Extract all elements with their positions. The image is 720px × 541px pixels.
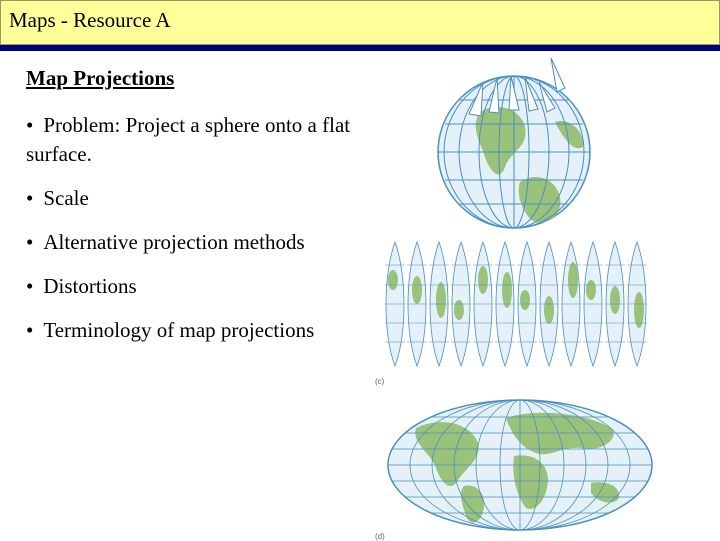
gore-segment: [561, 242, 581, 366]
gore-segment: [627, 242, 647, 366]
gores-projection-illustration: [384, 240, 650, 370]
bullet-item: • Alternative projection methods: [26, 230, 305, 254]
gore-segment: [517, 242, 537, 366]
gore-segment: [451, 242, 471, 366]
title-bar: [0, 0, 720, 45]
gore-segment: [385, 242, 405, 366]
gore-segment: [539, 242, 559, 366]
bullet-item: • Distortions: [26, 274, 137, 298]
gore-segment: [407, 242, 427, 366]
bullet-list: [26, 111, 406, 345]
slide-heading: Map Projections: [26, 66, 175, 90]
gore-segment: [429, 242, 449, 366]
slide-title: Maps - Resource A: [9, 8, 171, 32]
gore-segment: [605, 242, 625, 366]
gore-segment: [495, 242, 515, 366]
figure-label-c: (c): [375, 377, 385, 386]
gore-segment: [583, 242, 603, 366]
globe-illustration: [425, 52, 603, 230]
figure-label-d: (d): [375, 532, 385, 541]
elliptical-projection-illustration: [386, 398, 654, 532]
gore-segment: [473, 242, 493, 366]
title-rule: [0, 45, 720, 51]
bullet-item: • Problem: Project a sphere onto a flat surface.: [26, 113, 351, 166]
bullet-item: • Scale: [26, 186, 89, 210]
bullet-item: • Terminology of map projections: [26, 318, 315, 342]
slide-content: [26, 66, 406, 360]
